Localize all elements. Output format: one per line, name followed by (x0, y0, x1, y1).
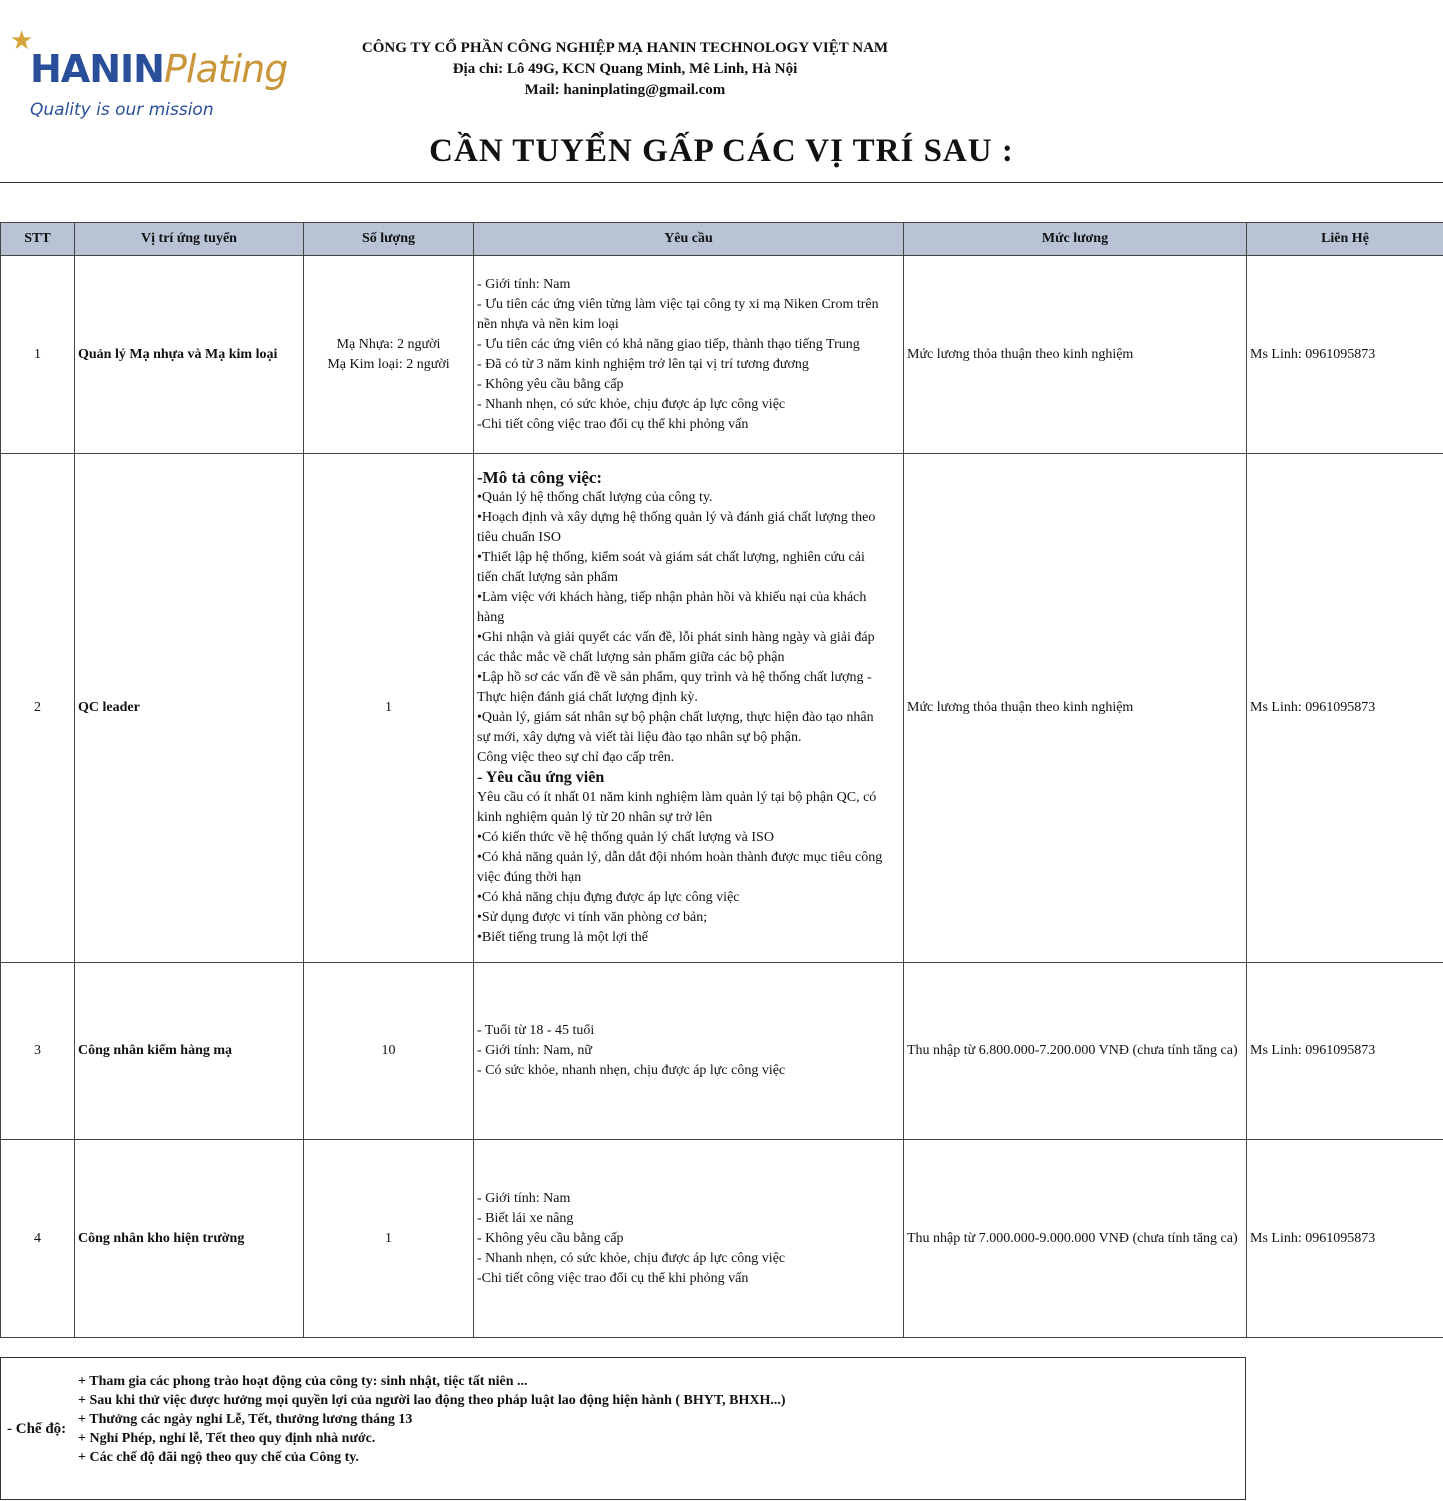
list-item: + Tham gia các phong trào hoạt động của công ty: sinh nhật, tiệc tất niên ... (78, 1374, 528, 1389)
cell-stt: 4 (1, 1140, 75, 1338)
header-requirements: Yêu cầu (474, 223, 904, 256)
cell-stt: 1 (1, 256, 75, 454)
header-position: Vị trí ứng tuyển (75, 223, 304, 256)
table-row (1, 256, 1443, 454)
list-item: + Các chế độ đãi ngộ theo quy chế của Công ty. (78, 1450, 359, 1465)
cell-stt: 3 (1, 963, 75, 1140)
table-row (1, 1140, 1443, 1338)
list-item: + Nghỉ Phép, nghỉ lễ, Tết theo quy định nhà nước. (78, 1431, 376, 1446)
cell-quantity: 10 (304, 963, 474, 1140)
company-address: Địa chỉ: Lô 49G, KCN Quang Minh, Mê Linh, Hà Nội (452, 61, 798, 77)
benefits-label: - Chế độ: (7, 1421, 67, 1437)
divider (0, 182, 1443, 183)
cell-salary: Thu nhập từ 6.800.000-7.200.000 VNĐ (chưa tính tăng ca) (904, 963, 1247, 1140)
cell-contact: Ms Linh: 0961095873 (1247, 256, 1443, 454)
page-title: CẦN TUYỂN GẤP CÁC VỊ TRÍ SAU : (429, 133, 1014, 169)
company-info (300, 38, 950, 101)
header-stt: STT (1, 223, 75, 256)
cell-salary: Mức lương thỏa thuận theo kinh nghiệm (904, 256, 1247, 454)
header-salary: Mức lương (904, 223, 1247, 256)
cell-requirements: - Giới tính: Nam - Ưu tiên các ứng viên từng làm việc tại công ty xi mạ Niken Crom trên nền nhựa và nền kim loại - Ưu tiên các ứng viên có khả năng giao tiếp, thành thạo tiếng Trung - Đã có từ 3 năm kinh nghiệm trở lên tại vị trí tương đương - Không yêu cầu bằng cấp - Nhanh nhẹn, có sức khỏe, chịu được áp lực công việc -Chi tiết công việc trao đổi cụ thể khi phỏng vấn (474, 256, 904, 454)
company-mail: Mail: haninplating@gmail.com (524, 82, 726, 98)
logo-tagline: Quality is our mission (30, 100, 214, 120)
cell-contact: Ms Linh: 0961095873 (1247, 454, 1443, 963)
benefits-box (0, 1357, 1246, 1500)
cell-position: QC leader (75, 454, 304, 963)
cell-quantity: 1 (304, 454, 474, 963)
cell-quantity: Mạ Nhựa: 2 người Mạ Kim loại: 2 người (304, 256, 474, 454)
benefits-list (78, 1372, 786, 1467)
list-item: + Sau khi thử việc được hưởng mọi quyền lợi của người lao động theo pháp luật lao động hiện hành ( BHYT, BHXH...) (78, 1393, 786, 1408)
candidate-requirements-heading: - Yêu cầu ứng viên (477, 769, 605, 786)
cell-position: Quản lý Mạ nhựa và Mạ kim loại (75, 256, 304, 454)
company-logo (8, 26, 288, 128)
cell-requirements: -Mô tả công việc: •Quản lý hệ thống chất lượng của công ty. •Hoạch định và xây dựng hệ thống quản lý và đánh giá chất lượng theo tiêu chuẩn ISO •Thiết lập hệ thống, kiểm soát và giám sát chất lượng, nghiên cứu cải tiến chất lượng sản phẩm •Làm việc với khách hàng, tiếp nhận phản hồi và khiếu nại của khách hàng •Ghi nhận và giải quyết các vấn đề, lỗi phát sinh hàng ngày và giải đáp các thắc mắc về chất lượng sản phẩm giữa các bộ phận •Lập hồ sơ các vấn đề về sản phẩm, quy trình và hệ thống chất lượng - Thực hiện đánh giá chất lượng định kỳ. •Quản lý, giám sát nhân sự bộ phận chất lượng, thực hiện đào tạo nhân sự mới, xây dựng và viết tài liệu đào tạo nhân sự bộ phận. Công việc theo sự chỉ đạo cấp trên. - Yêu cầu ứng viên Yêu cầu có ít nhất 01 năm kinh nghiệm làm quản lý tại bộ phận QC, có kinh nghiệm quản lý từ 20 nhân sự trở lên •Có kiến thức về hệ thống quản lý chất lượng và ISO •Có khả năng quản lý, dẫn dắt đội nhóm hoàn thành được mục tiêu công việc đúng thời hạn •Có khả năng chịu đựng được áp lực công việc •Sử dụng được vi tính văn phòng cơ bản; •Biết tiếng trung là một lợi thế (474, 454, 904, 963)
header-contact: Liên Hệ (1247, 223, 1443, 256)
cell-contact: Ms Linh: 0961095873 (1247, 1140, 1443, 1338)
table-row (1, 454, 1443, 963)
cell-requirements: - Tuổi từ 18 - 45 tuổi - Giới tính: Nam, nữ - Có sức khỏe, nhanh nhẹn, chịu được áp lực công việc (474, 963, 904, 1140)
job-description-heading: -Mô tả công việc: (477, 468, 603, 487)
table-header-row (1, 223, 1443, 256)
cell-position: Công nhân kho hiện trường (75, 1140, 304, 1338)
cell-salary: Mức lương thỏa thuận theo kinh nghiệm (904, 454, 1247, 963)
cell-quantity: 1 (304, 1140, 474, 1338)
table-row (1, 963, 1443, 1140)
jobs-table (0, 222, 1443, 1338)
cell-stt: 2 (1, 454, 75, 963)
logo-wordmark: HANINPlating (30, 47, 288, 91)
cell-position: Công nhân kiểm hàng mạ (75, 963, 304, 1140)
company-name: CÔNG TY CỔ PHẦN CÔNG NGHIỆP MẠ HANIN TECHNOLOGY VIỆT NAM (361, 40, 889, 56)
cell-contact: Ms Linh: 0961095873 (1247, 963, 1443, 1140)
list-item: + Thưởng các ngày nghỉ Lễ, Tết, thưởng lương tháng 13 (78, 1412, 413, 1427)
star-icon: ★ (10, 26, 34, 55)
cell-salary: Thu nhập từ 7.000.000-9.000.000 VNĐ (chưa tính tăng ca) (904, 1140, 1247, 1338)
header-quantity: Số lượng (304, 223, 474, 256)
cell-requirements: - Giới tính: Nam - Biết lái xe nâng - Không yêu cầu bằng cấp - Nhanh nhẹn, có sức khỏe, chịu được áp lực công việc -Chi tiết công việc trao đổi cụ thể khi phỏng vấn (474, 1140, 904, 1338)
